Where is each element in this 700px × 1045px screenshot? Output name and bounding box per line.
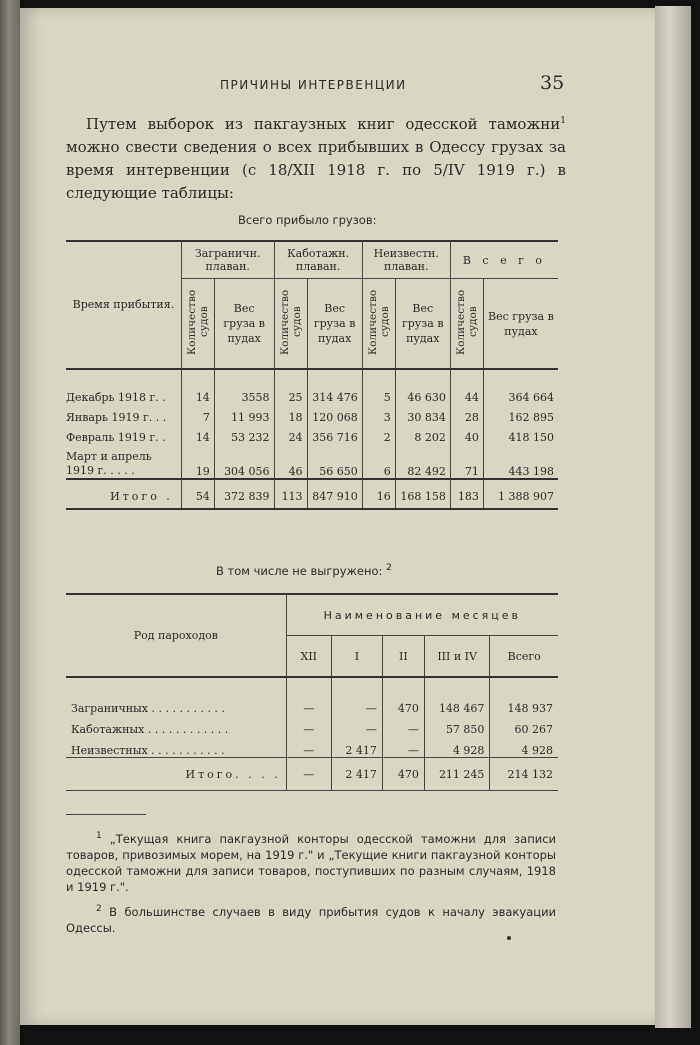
group-header-total: В с е г о	[450, 241, 558, 279]
month-header: XII	[286, 636, 331, 678]
month-group-header: Наименование месяцев	[286, 594, 558, 636]
table-row: Неизвестных . . . . . . . . . . . — 2 417 — 4 928 4 928	[66, 736, 558, 758]
sub-header-count: Количество судов	[366, 289, 391, 355]
facing-page-edge	[0, 0, 20, 1045]
month-header: III и IV	[424, 636, 490, 678]
sub-header-count: Количество судов	[278, 289, 303, 355]
footnote-ref-2: 2	[386, 563, 392, 573]
sub-header-weight: Вес груза в пудах	[313, 302, 356, 345]
intro-text-continued: можно свести сведения о всех прибывших в Одессу грузах за время интервенции (с 18/XII 1918 г. по 5/IV 1919 г.) в следующие таблицы:	[66, 138, 566, 202]
table-total-row: Итого . 54 372 839 113 847 910 16 168 158 183 1 388 907	[66, 479, 558, 509]
sub-header-count: Количество судов	[454, 289, 479, 355]
table2-caption: В том числе не выгружено: $^2$	[216, 563, 392, 578]
sub-header-weight: Вес груза в пудах	[223, 302, 265, 345]
time-header: Время прибытия.	[66, 241, 181, 369]
footnote: $^1$ „Текущая книга пакгаузной конторы одесской таможни для записи товаров, привозимых морем, на 1919 г." и „Текущие книги пакгаузной конторы одесской таможни для записи товаров, поступивших по разным случаям, 1918 и 1919 г.".	[66, 831, 556, 894]
not-unloaded-table	[66, 593, 558, 791]
footnotes	[66, 828, 556, 942]
book-page	[20, 8, 655, 1025]
sub-header-weight: Вес груза в пудах	[402, 302, 444, 345]
book-page-edges	[655, 6, 691, 1028]
group-header-coastal: Каботажн. плаван.	[274, 241, 362, 279]
page-number: 35	[540, 72, 565, 94]
month-header: I	[331, 636, 382, 678]
sub-header-count: Количество судов	[185, 289, 210, 355]
table1-caption: Всего прибыло грузов:	[238, 213, 377, 227]
month-header: Всего	[490, 636, 558, 678]
intro-text: Путем выборок из пакгаузных книг одесской таможни	[86, 115, 561, 133]
table-total-row: Итого. . . . — 2 417 470 211 245 214 132	[66, 758, 558, 791]
table-row: Заграничных . . . . . . . . . . . — — 470 148 467 148 937	[66, 677, 558, 715]
arrivals-table	[66, 240, 558, 510]
sub-header-weight: Вес груза в пудах	[488, 309, 554, 338]
table-row: Январь 1919 г. . . 7 11 993 18 120 068 3 30 834 28 162 895	[66, 404, 558, 424]
running-title: ПРИЧИНЫ ИНТЕРВЕНЦИИ	[220, 78, 407, 92]
footnote-ref-1: 1	[560, 116, 566, 126]
vessel-type-header: Род пароходов	[66, 594, 286, 677]
footnote: $^2$ В большинстве случаев в виду прибытия судов к началу эвакуации Одессы.	[66, 903, 557, 935]
table-row: Март и апрель 1919 г. . . . . 19 304 056 46 56 650 6 82 492 71 443 198	[66, 444, 558, 479]
table-row: Декабрь 1918 г. . 14 3558 25 314 476 5 46 630 44 364 664	[66, 369, 558, 404]
group-header-foreign: Заграничн. плаван.	[181, 241, 274, 279]
table-row: Каботажных . . . . . . . . . . . . — — — 57 850 60 267	[66, 715, 558, 736]
ink-speck	[507, 936, 511, 940]
intro-paragraph	[66, 110, 566, 205]
month-header: II	[382, 636, 424, 678]
table-row: Февраль 1919 г. . 14 53 232 24 356 716 2 8 202 40 418 150	[66, 424, 558, 444]
footnote-rule	[66, 814, 146, 815]
group-header-unknown: Неизвестн. плаван.	[362, 241, 450, 279]
